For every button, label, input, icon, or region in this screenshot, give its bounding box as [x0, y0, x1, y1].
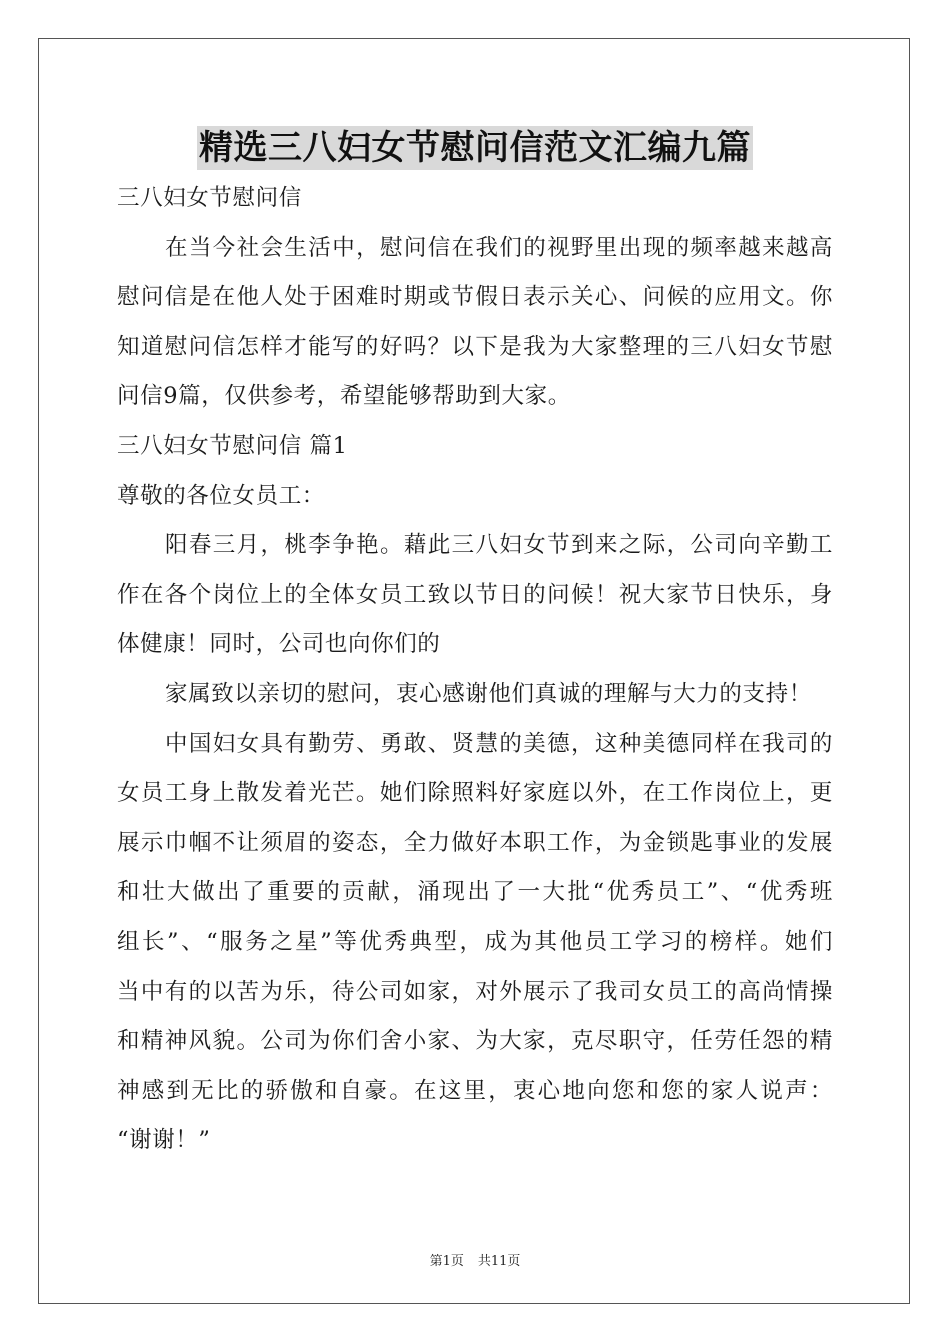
text-line: 当中有的以苦为乐，待公司如家，对外展示了我司女员工的高尚情操 — [117, 978, 833, 1005]
text-line: 三八妇女节慰问信 — [117, 185, 302, 211]
text-line: 神感到无比的骄傲和自豪。在这里，衷心地向您和您的家人说声： — [117, 1077, 833, 1104]
text-line: 作在各个岗位上的全体女员工致以节日的问候！祝大家节日快乐，身 — [117, 581, 833, 608]
page-total: 共11页 — [477, 1254, 521, 1269]
text-line: 组长”、“服务之星”等优秀典型，成为其他员工学习的榜样。她们 — [117, 928, 833, 955]
text-line: 展示巾帼不让须眉的姿态，全力做好本职工作，为金锁匙事业的发展 — [117, 829, 833, 856]
text-line: 知道慰问信怎样才能写的好吗？以下是我为大家整理的三八妇女节慰 — [117, 333, 833, 360]
text-line: 中国妇女具有勤劳、勇敢、贤慧的美德，这种美德同样在我司的 — [165, 730, 833, 757]
title-area — [0, 126, 950, 170]
text-line: 家属致以亲切的慰问，衷心感谢他们真诚的理解与大力的支持！ — [165, 680, 812, 707]
page-footer — [0, 1250, 950, 1269]
text-line: 慰问信是在他人处于困难时期或节假日表示关心、问候的应用文。你 — [117, 284, 833, 311]
text-line: 女员工身上散发着光芒。她们除照料好家庭以外，在工作岗位上，更 — [117, 780, 833, 807]
document-title: 精选三八妇女节慰问信范文汇编九篇 — [199, 128, 751, 168]
text-line: 三八妇女节慰问信 篇1 — [117, 432, 348, 459]
text-line: 和壮大做出了重要的贡献，涌现出了一大批“优秀员工”、“优秀班 — [117, 879, 833, 906]
text-line: 在当今社会生活中，慰问信在我们的视野里出现的频率越来越高 — [165, 234, 833, 261]
text-line: 和精神风貌。公司为你们舍小家、为大家，克尽职守，任劳任怨的精 — [117, 1028, 833, 1055]
text-line: “谢谢！” — [117, 1127, 211, 1154]
document-body — [117, 174, 833, 1166]
page-number: 第1页 — [429, 1254, 464, 1269]
text-line: 尊敬的各位女员工： — [117, 482, 325, 509]
text-line: 体健康！同时，公司也向你们的 — [117, 631, 441, 658]
text-line: 问信9篇，仅供参考，希望能够帮助到大家。 — [117, 383, 571, 410]
text-line: 阳春三月，桃李争艳。藉此三八妇女节到来之际，公司向辛勤工 — [165, 532, 833, 559]
